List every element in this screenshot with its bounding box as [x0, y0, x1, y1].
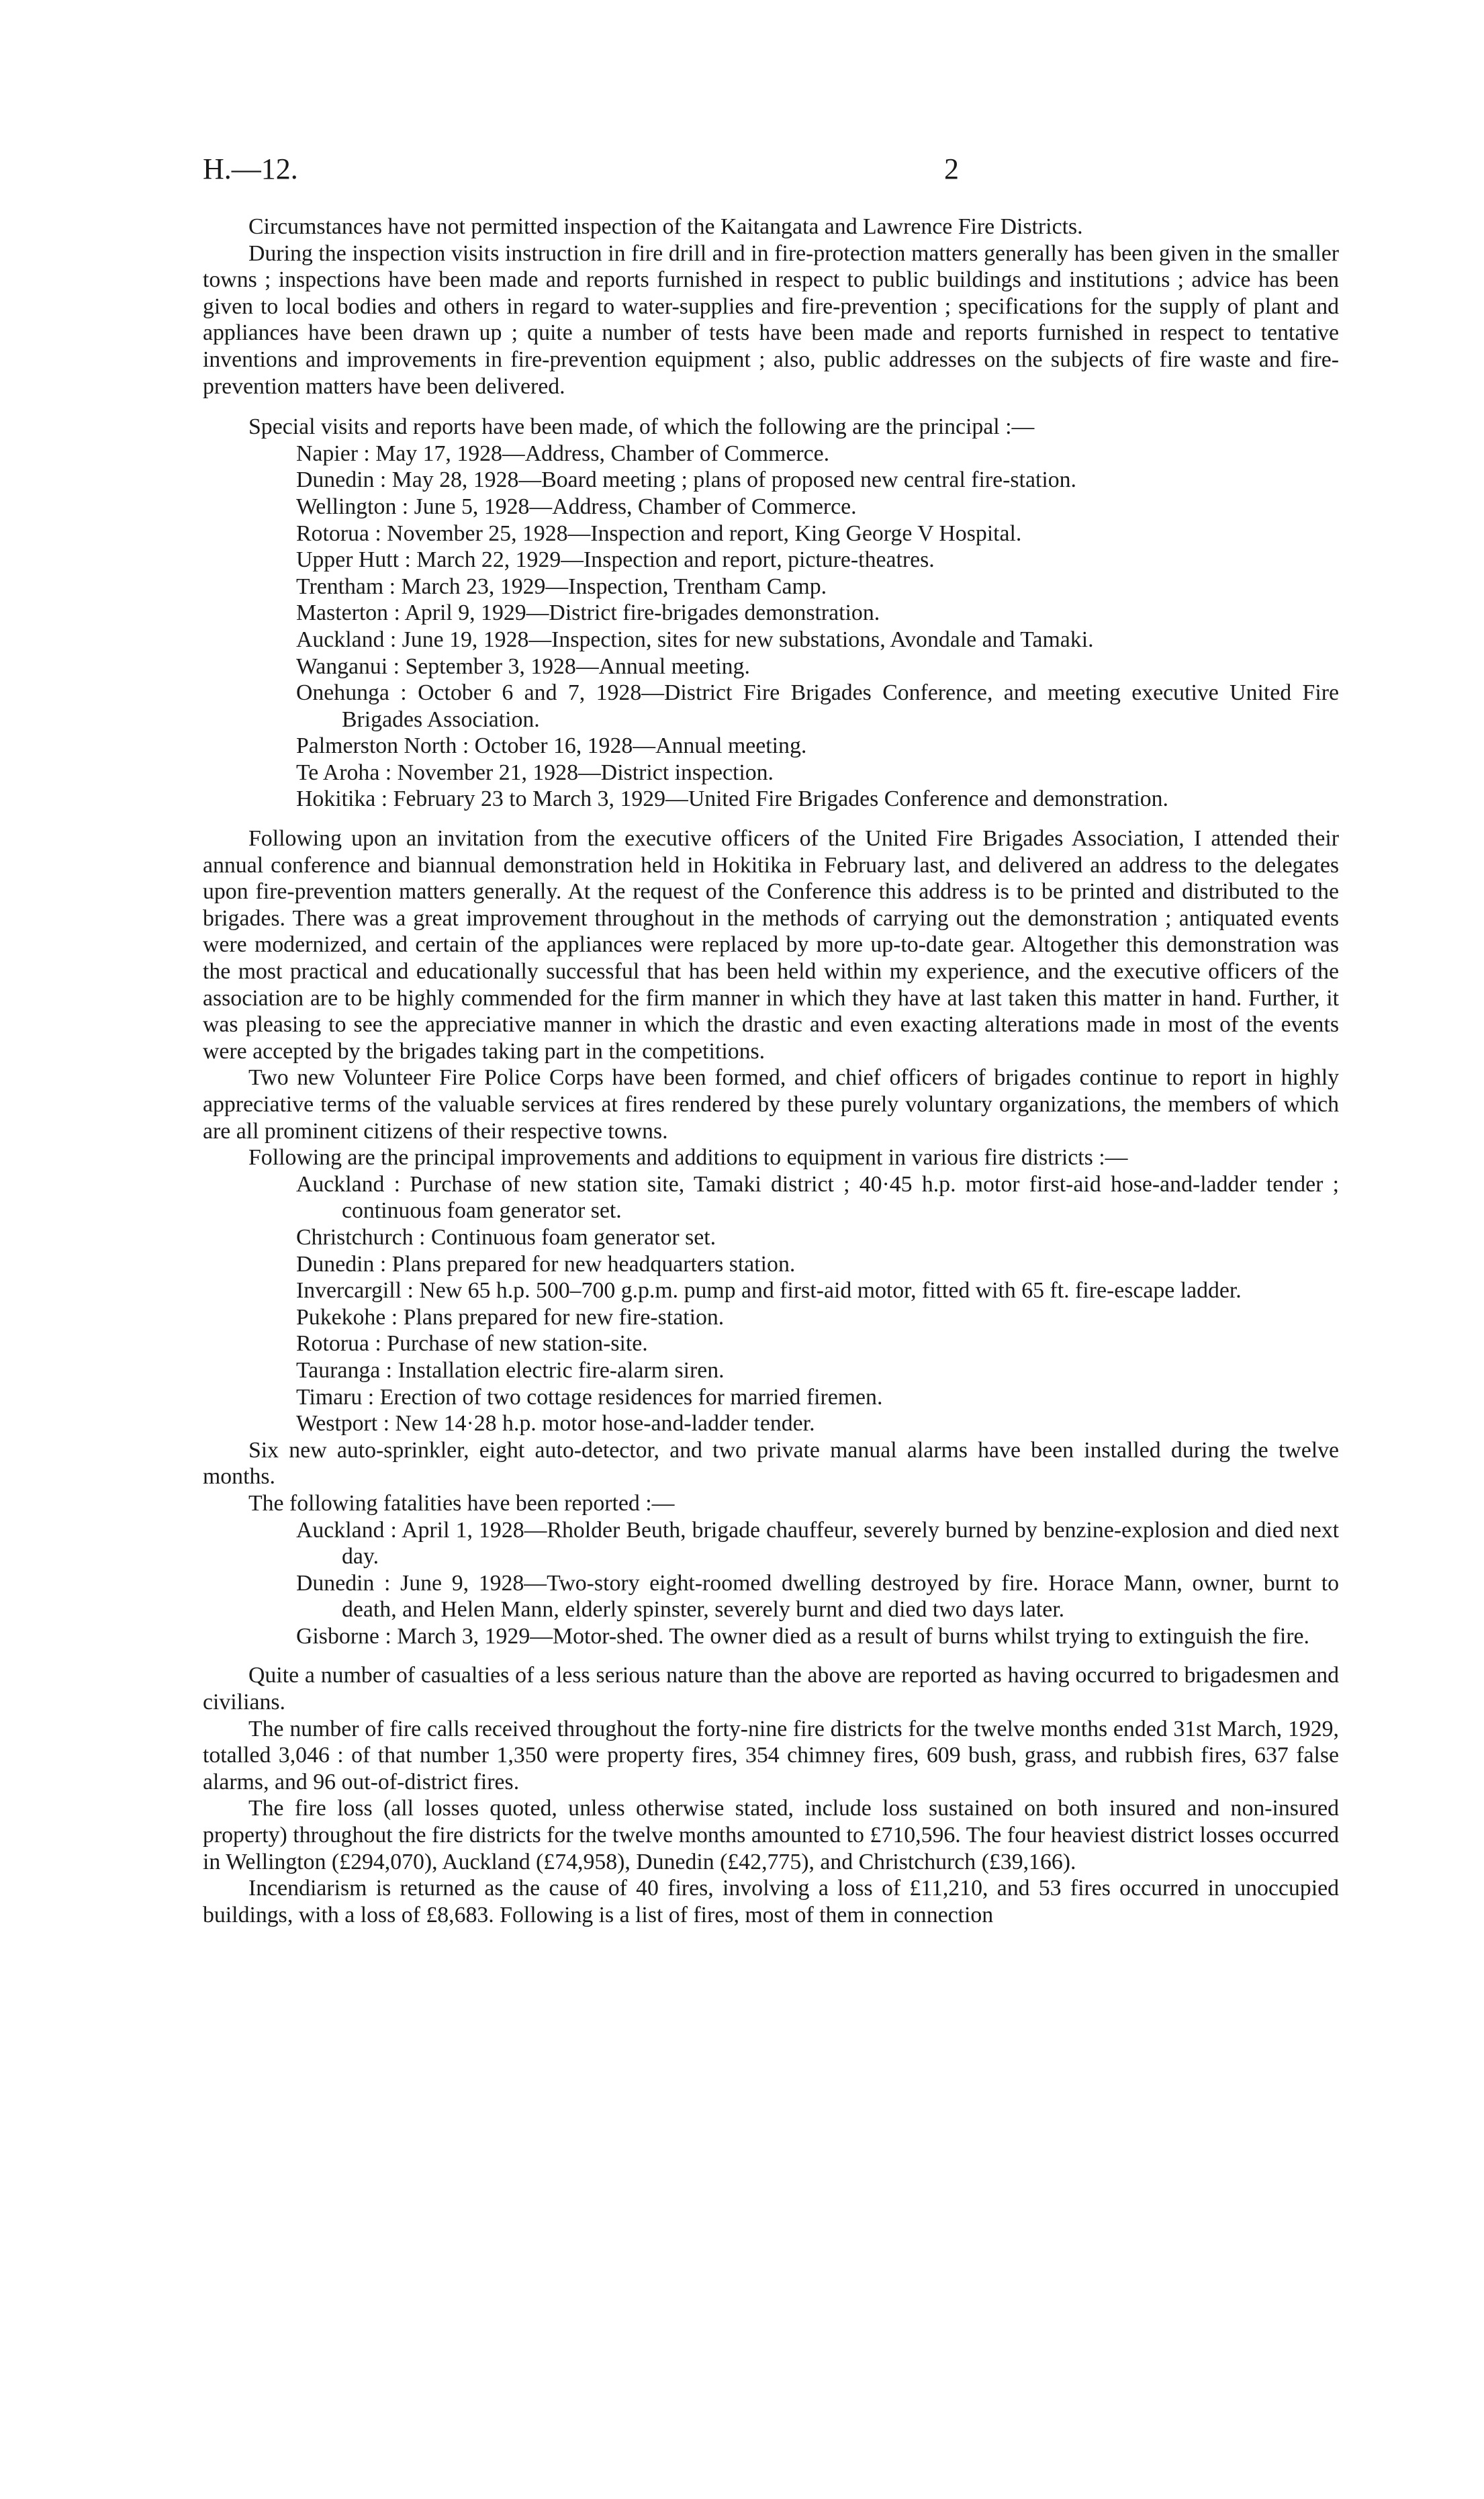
list-item: Pukekohe : Plans prepared for new fire-station.	[296, 1304, 725, 1330]
paragraph: The fire loss (all losses quoted, unless otherwise stated, include loss sustained on both insured and non-insured property) throughout the fire districts for the twelve months amounted to £710,596. The four heaviest district losses occurred in Wellington (£294,070), Auckland (£74,958), Dunedin (£42,775), and Christchurch (£39,166).	[203, 1796, 1339, 1874]
fatalities-list	[296, 1517, 1339, 1650]
list-item: Dunedin : May 28, 1928—Board meeting ; plans of proposed new central fire-station.	[296, 467, 1076, 493]
paragraph: Circumstances have not permitted inspection of the Kaitangata and Lawrence Fire Districts.	[248, 214, 1083, 239]
list-item: Wellington : June 5, 1928—Address, Chamber of Commerce.	[296, 494, 857, 519]
page-number: 2	[944, 152, 959, 185]
document-reference: H.—12.	[203, 152, 298, 185]
improvements-list	[296, 1171, 1339, 1437]
list-item: Rotorua : November 25, 1928—Inspection and report, King George V Hospital.	[296, 520, 1022, 546]
special-visits-list	[296, 441, 1339, 813]
paragraph: Incendiarism is returned as the cause of 40 fires, involving a loss of £11,210, and 53 fires occurred in unoccupied buildings, with a loss of £8,683. Following is a list of fires, most of them in connection	[203, 1876, 1339, 1927]
list-item: Rotorua : Purchase of new station-site.	[296, 1331, 648, 1357]
paragraph: Quite a number of casualties of a less serious nature than the above are reported as having occurred to brigadesmen and civilians.	[203, 1663, 1339, 1715]
fatalities-intro: The following fatalities have been reported :—	[248, 1490, 675, 1516]
list-item: Invercargill : New 65 h.p. 500–700 g.p.m. pump and first-aid motor, fitted with 65 ft. fire-escape ladder.	[296, 1278, 1242, 1304]
list-item: Trentham : March 23, 1929—Inspection, Trentham Camp.	[296, 574, 827, 599]
list-item: Wanganui : September 3, 1928—Annual meeting.	[296, 653, 750, 679]
paragraph: During the inspection visits instruction in fire drill and in fire-protection matters generally has been given in the smaller towns ; inspections have been made and reports furnished in respect to public buildings and institutions ; advice has been given to local bodies and others in regard to water-supplies and fire-prevention ; specifications for the supply of plant and appliances have been drawn up ; quite a number of tests have been made and reports furnished in respect to tentative inventions and improvements in fire-prevention equipment ; also, public addresses on the subjects of fire waste and fire-prevention matters have been delivered.	[203, 240, 1339, 399]
list-item: Dunedin : Plans prepared for new headquarters station.	[296, 1251, 796, 1277]
list-item: Gisborne : March 3, 1929—Motor-shed. The owner died as a result of burns whilst trying to extinguish the fire.	[296, 1623, 1309, 1649]
list-item: Westport : New 14·28 h.p. motor hose-and-ladder tender.	[296, 1411, 815, 1437]
list-item: Timaru : Erection of two cottage residences for married firemen.	[296, 1384, 883, 1410]
list-item: Tauranga : Installation electric fire-alarm siren.	[296, 1357, 725, 1383]
paragraph: Two new Volunteer Fire Police Corps have been formed, and chief officers of brigades continue to report in highly appreciative terms of the valuable services at fires rendered by these purely voluntary organizations, the members of which are all prominent citizens of their respective towns.	[203, 1065, 1339, 1144]
paragraph: Six new auto-sprinkler, eight auto-detector, and two private manual alarms have been installed during the twelve months.	[203, 1437, 1339, 1490]
list-item: Masterton : April 9, 1929—District fire-brigades demonstration.	[296, 600, 880, 626]
list-item: Auckland : Purchase of new station site, Tamaki district ; 40·45 h.p. motor first-aid hose-and-ladder tender ; continuous foam generator set.	[296, 1171, 1339, 1224]
list-item: Upper Hutt : March 22, 1929—Inspection and report, picture-theatres.	[296, 547, 935, 573]
paragraph: Following upon an invitation from the executive officers of the United Fire Brigades Association, I attended their annual conference and biannual demonstration held in Hokitika in February last, and delivered an address to the delegates upon fire-prevention matters generally. At the request of the Conference this address is to be printed and distributed to the brigades. There was a great improvement throughout in the methods of carrying out the demonstration ; antiquated events were modernized, and certain of the appliances were replaced by more up-to-date gear. Altogether this demonstration was the most practical and educationally successful that has been held within my experience, and the executive officers of the association are to be highly commended for the firm manner in which they have at last taken this matter in hand. Further, it was pleasing to see the appreciative manner in which the drastic and even exacting alterations made in most of the events were accepted by the brigades taking part in the competitions.	[203, 826, 1339, 1064]
list-item: Napier : May 17, 1928—Address, Chamber of Commerce.	[296, 441, 830, 466]
list-item: Onehunga : October 6 and 7, 1928—District Fire Brigades Conference, and meeting executive United Fire Brigades Association.	[296, 680, 1339, 732]
list-item: Hokitika : February 23 to March 3, 1929—United Fire Brigades Conference and demonstration.	[296, 786, 1169, 812]
list-item: Christchurch : Continuous foam generator set.	[296, 1224, 716, 1250]
improvements-intro: Following are the principal improvements and additions to equipment in various fire districts :—	[248, 1145, 1128, 1171]
list-item: Dunedin : June 9, 1928—Two-story eight-roomed dwelling destroyed by fire. Horace Mann, owner, burnt to death, and Helen Mann, elderly spinster, severely burnt and died two days later.	[296, 1570, 1339, 1623]
list-item: Auckland : April 1, 1928—Rholder Beuth, brigade chauffeur, severely burned by benzine-explosion and died next day.	[296, 1517, 1339, 1570]
document-body	[203, 214, 1339, 1928]
paragraph: The number of fire calls received throughout the forty-nine fire districts for the twelve months ended 31st March, 1929, totalled 3,046 : of that number 1,350 were property fires, 354 chimney fires, 609 bush, grass, and rubbish fires, 637 false alarms, and 96 out-of-district fires.	[203, 1716, 1339, 1794]
list-item: Palmerston North : October 16, 1928—Annual meeting.	[296, 733, 807, 759]
special-visits-intro: Special visits and reports have been made, of which the following are the principal :—	[248, 414, 1035, 440]
list-item: Auckland : June 19, 1928—Inspection, sites for new substations, Avondale and Tamaki.	[296, 627, 1094, 652]
list-item: Te Aroha : November 21, 1928—District inspection.	[296, 760, 774, 785]
page-header	[203, 152, 1338, 192]
